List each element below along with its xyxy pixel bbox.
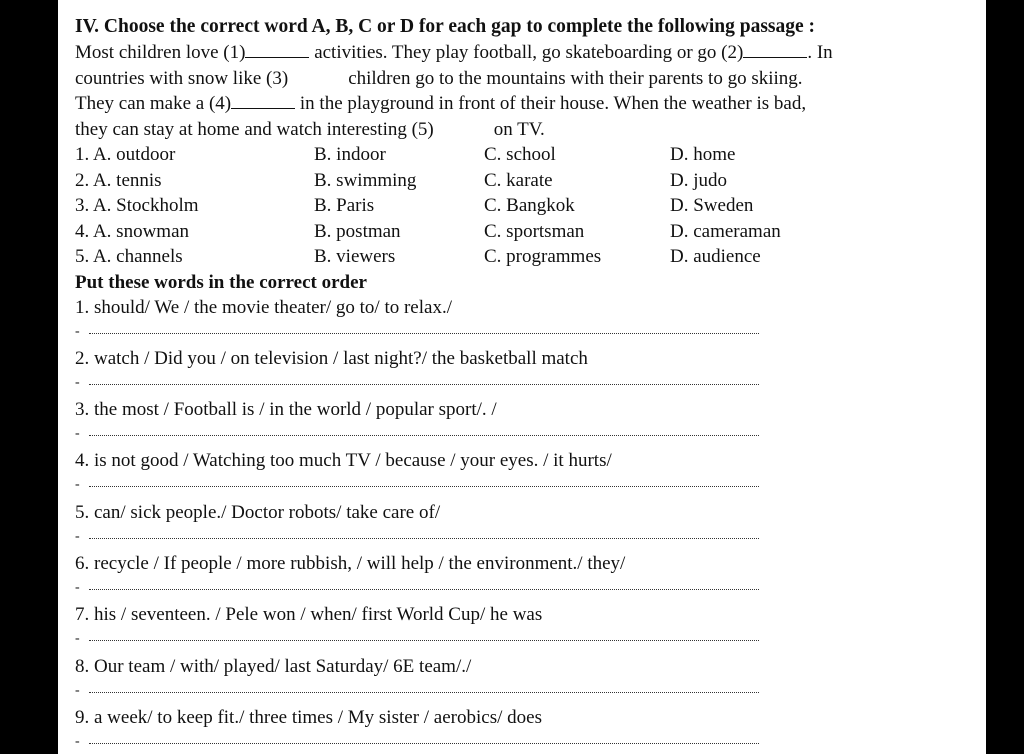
answer-line[interactable] bbox=[75, 325, 759, 337]
passage-line-4 bbox=[75, 117, 975, 143]
dotted-line bbox=[89, 640, 759, 641]
dotted-line bbox=[89, 538, 759, 539]
question-text: 4. is not good / Watching too much TV / because / your eyes. / it hurts/ bbox=[75, 450, 612, 472]
worksheet-page bbox=[58, 0, 986, 754]
passage-line-1 bbox=[75, 40, 975, 66]
question-text: 2. watch / Did you / on television / last night?/ the basketball match bbox=[75, 347, 588, 369]
answer-dash: - bbox=[75, 733, 80, 749]
question-9 bbox=[75, 705, 975, 754]
option-b[interactable]: B. Paris bbox=[314, 195, 375, 216]
passage-text: activities. They play football, go skateboarding or go (2) bbox=[309, 42, 744, 63]
question-text: 1. should/ We / the movie theater/ go to/ to relax./ bbox=[75, 296, 452, 318]
answer-dash: - bbox=[75, 374, 80, 390]
question-4 bbox=[75, 448, 975, 499]
answer-dash: - bbox=[75, 579, 80, 595]
gap-4-blank[interactable] bbox=[231, 93, 295, 109]
option-row-1 bbox=[75, 142, 975, 168]
answer-line[interactable] bbox=[75, 684, 759, 696]
option-c[interactable]: C. school bbox=[484, 144, 556, 165]
answer-dash: - bbox=[75, 426, 80, 442]
passage-text: countries with snow like (3) bbox=[75, 67, 289, 89]
option-d[interactable]: D. Sweden bbox=[670, 195, 754, 216]
question-6 bbox=[75, 551, 975, 602]
question-1 bbox=[75, 295, 975, 346]
option-c[interactable]: C. Bangkok bbox=[484, 195, 575, 216]
word-order-list bbox=[75, 295, 975, 754]
answer-line[interactable] bbox=[75, 581, 759, 593]
question-text: 5. can/ sick people./ Doctor robots/ take care of/ bbox=[75, 501, 441, 523]
gap-1-blank[interactable] bbox=[245, 42, 309, 58]
worksheet-content bbox=[75, 14, 975, 754]
answer-line[interactable] bbox=[75, 477, 759, 493]
option-row-4 bbox=[75, 219, 975, 245]
option-b[interactable]: B. indoor bbox=[314, 144, 386, 165]
passage-text: Most children love (1) bbox=[75, 42, 246, 63]
question-8 bbox=[75, 654, 975, 705]
option-d[interactable]: D. home bbox=[670, 144, 736, 165]
option-b[interactable]: B. postman bbox=[314, 220, 401, 242]
word-order-heading: Put these words in the correct order bbox=[75, 271, 367, 293]
passage-text: They can make a (4) bbox=[75, 93, 232, 114]
option-c[interactable]: C. karate bbox=[484, 169, 553, 191]
option-row-3 bbox=[75, 193, 975, 219]
option-a[interactable]: 1. A. outdoor bbox=[75, 144, 176, 165]
answer-dash: - bbox=[75, 528, 80, 544]
answer-line[interactable] bbox=[75, 426, 759, 442]
answer-line[interactable] bbox=[75, 376, 759, 388]
option-a[interactable]: 4. A. snowman bbox=[75, 220, 189, 242]
dotted-line bbox=[89, 589, 759, 590]
question-text: 7. his / seventeen. / Pele won / when/ first World Cup/ he was bbox=[75, 604, 543, 626]
option-a[interactable]: 5. A. channels bbox=[75, 246, 183, 267]
answer-line[interactable] bbox=[75, 631, 759, 647]
answer-line[interactable] bbox=[75, 530, 759, 542]
dotted-line bbox=[89, 384, 759, 385]
option-b[interactable]: B. viewers bbox=[314, 246, 396, 267]
answer-dash: - bbox=[75, 682, 80, 698]
dotted-line bbox=[89, 743, 759, 744]
question-7 bbox=[75, 602, 975, 653]
option-a[interactable]: 3. A. Stockholm bbox=[75, 195, 199, 216]
answer-dash: - bbox=[75, 323, 80, 339]
dotted-line bbox=[89, 692, 759, 693]
option-c[interactable]: C. sportsman bbox=[484, 220, 585, 242]
gap-2-blank[interactable] bbox=[743, 42, 807, 58]
option-b[interactable]: B. swimming bbox=[314, 169, 417, 191]
question-text: 3. the most / Football is / in the world / popular sport/. / bbox=[75, 399, 497, 421]
question-text: 8. Our team / with/ played/ last Saturday/ 6E team/./ bbox=[75, 655, 472, 677]
question-3 bbox=[75, 397, 975, 448]
passage-line-3 bbox=[75, 91, 975, 117]
answer-dash: - bbox=[75, 631, 80, 647]
option-a[interactable]: 2. A. tennis bbox=[75, 169, 162, 191]
dotted-line bbox=[89, 333, 759, 334]
passage-text: in the playground in front of their house. When the weather is bad, bbox=[295, 93, 807, 114]
answer-line[interactable] bbox=[75, 735, 759, 747]
passage-text: . In bbox=[807, 42, 833, 63]
question-2 bbox=[75, 346, 975, 397]
option-row-2 bbox=[75, 168, 975, 194]
options-table bbox=[75, 142, 975, 270]
exercise-heading: IV. Choose the correct word A, B, C or D for each gap to complete the following passage : bbox=[75, 16, 816, 37]
question-text: 6. recycle / If people / more rubbish, / will help / the environment./ they/ bbox=[75, 552, 626, 574]
question-5 bbox=[75, 500, 975, 551]
dotted-line bbox=[89, 435, 759, 436]
passage-line-2 bbox=[75, 66, 975, 92]
passage-text: on TV. bbox=[493, 118, 545, 140]
passage-text: they can stay at home and watch interesting (5) bbox=[75, 118, 434, 140]
option-c[interactable]: C. programmes bbox=[484, 246, 602, 267]
question-text: 9. a week/ to keep fit./ three times / My sister / aerobics/ does bbox=[75, 706, 542, 728]
option-row-5 bbox=[75, 244, 975, 270]
passage-text: children go to the mountains with their parents to go skiing. bbox=[348, 67, 803, 89]
option-d[interactable]: D. audience bbox=[670, 246, 761, 267]
dotted-line bbox=[89, 486, 759, 487]
answer-dash: - bbox=[75, 477, 80, 493]
option-d[interactable]: D. judo bbox=[670, 169, 727, 191]
option-d[interactable]: D. cameraman bbox=[670, 220, 781, 242]
